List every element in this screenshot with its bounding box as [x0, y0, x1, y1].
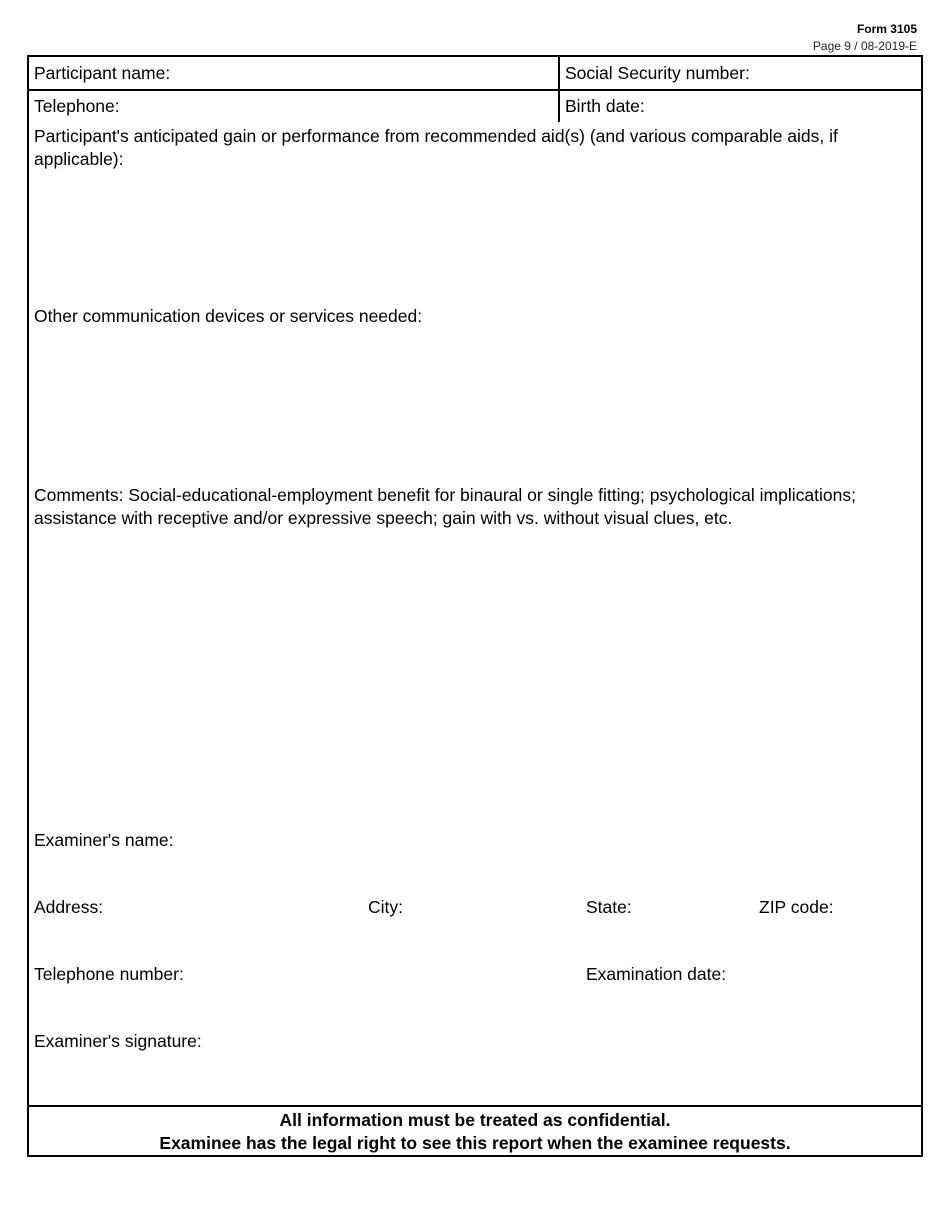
zip-code-field[interactable]: [754, 894, 923, 962]
page-info: Page 9 / 08-2019-E: [812, 39, 917, 53]
participant-name-label: Participant name:: [34, 63, 171, 83]
state-label: State:: [586, 897, 632, 917]
telephone-label: Telephone:: [34, 96, 120, 116]
birth-date-field[interactable]: [558, 89, 923, 124]
examiner-telephone-label: Telephone number:: [34, 964, 184, 984]
examiner-signature-field[interactable]: [27, 1028, 923, 1107]
examiner-telephone-field[interactable]: [27, 961, 582, 1029]
examiner-name-field[interactable]: [27, 827, 923, 895]
confidentiality-notice: [27, 1105, 923, 1157]
city-label: City:: [368, 897, 403, 917]
examiner-name-label: Examiner's name:: [34, 830, 174, 850]
examination-date-field[interactable]: [581, 961, 923, 1029]
participant-name-field[interactable]: [27, 55, 560, 91]
confidentiality-line-1: All information must be treated as confidential.: [279, 1110, 671, 1130]
comments-field[interactable]: [27, 481, 923, 828]
zip-code-label: ZIP code:: [759, 897, 834, 917]
form-number: Form 3105: [856, 22, 917, 36]
examiner-signature-label: Examiner's signature:: [34, 1031, 202, 1051]
state-field[interactable]: [581, 894, 755, 962]
other-devices-field[interactable]: [27, 302, 923, 482]
other-devices-label: Other communication devices or services needed:: [34, 306, 423, 326]
telephone-field[interactable]: [27, 89, 560, 124]
address-field[interactable]: [27, 894, 364, 962]
city-field[interactable]: [363, 894, 582, 962]
confidentiality-line-2: Examinee has the legal right to see this report when the examinee requests.: [159, 1133, 791, 1153]
ssn-field[interactable]: [558, 55, 923, 91]
ssn-label: Social Security number:: [565, 63, 750, 83]
address-label: Address:: [34, 897, 104, 917]
comments-label: Comments: Social-educational-employment benefit for binaural or single fitting; psychological implications; assistance with receptive and/or expressive speech; gain with vs. without visual clues, etc.: [34, 485, 856, 528]
anticipated-gain-label: Participant's anticipated gain or performance from recommended aid(s) (and various comparable aids, if applicable):: [34, 126, 838, 169]
anticipated-gain-field[interactable]: [27, 122, 923, 303]
birth-date-label: Birth date:: [565, 96, 645, 116]
examination-date-label: Examination date:: [586, 964, 727, 984]
